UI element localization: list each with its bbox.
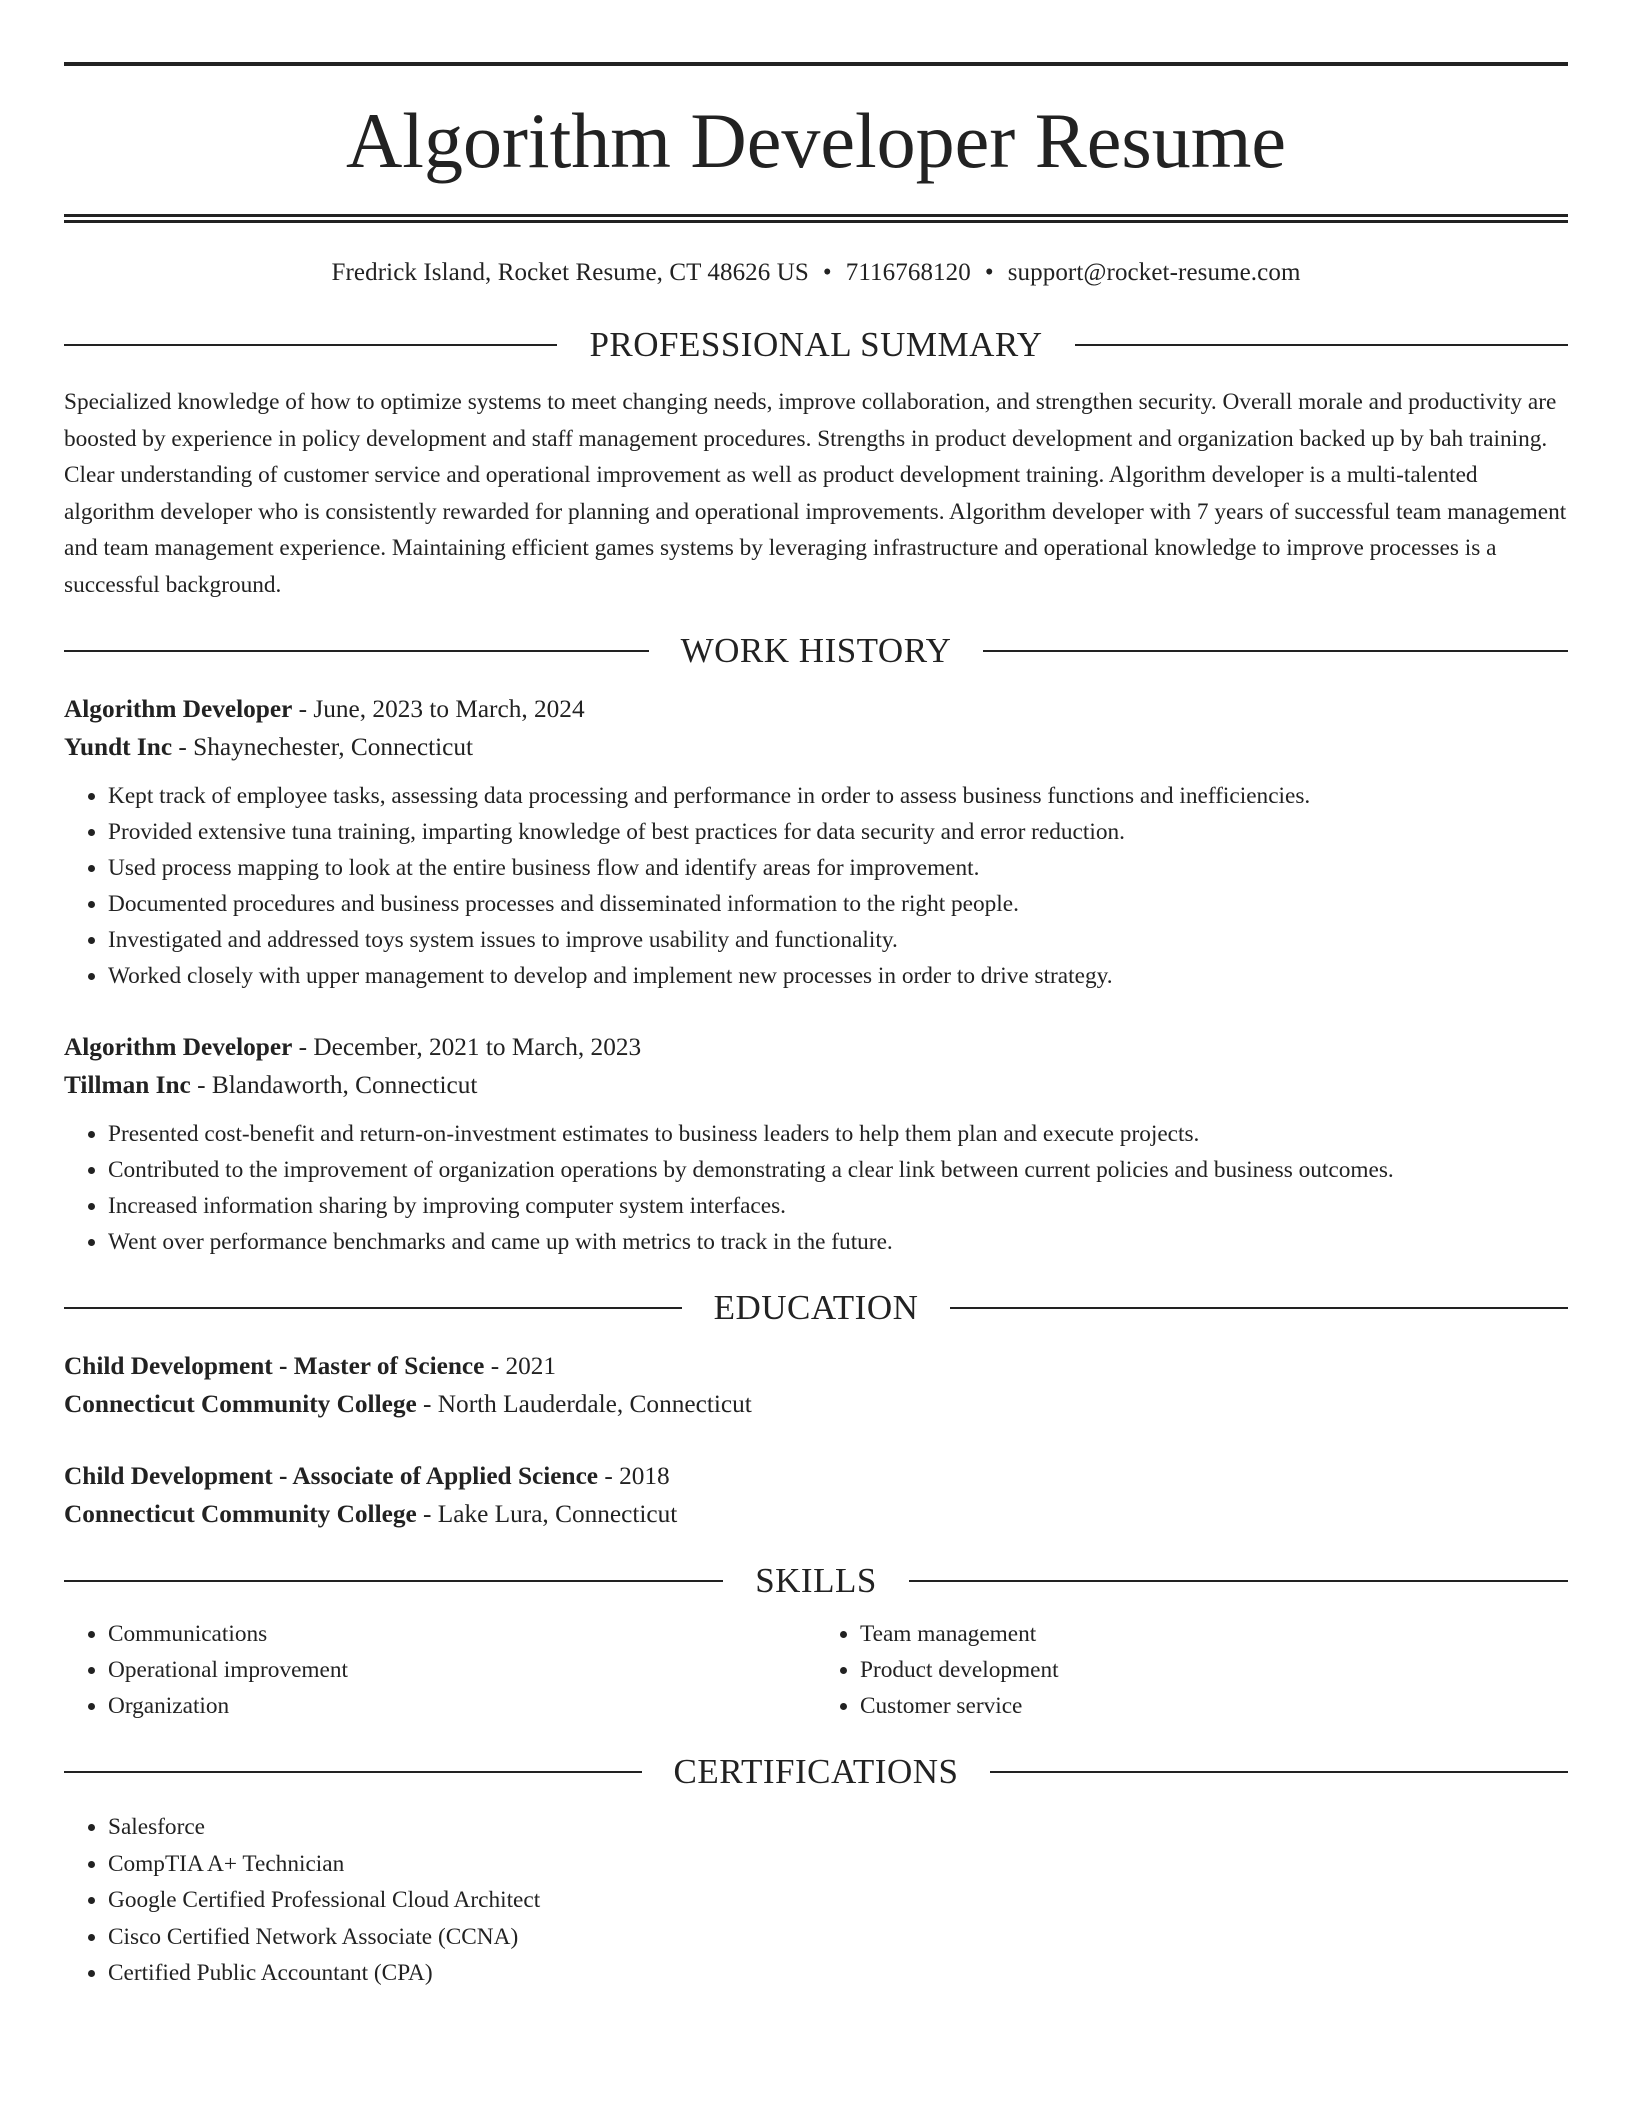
education-heading: EDUCATION [713, 1288, 919, 1327]
school-line [64, 1385, 1568, 1423]
job-company-line [64, 1066, 1568, 1104]
heading-rule-right [950, 1307, 1568, 1309]
contact-email: support@rocket-resume.com [1007, 259, 1301, 286]
job-entry [64, 690, 1568, 994]
summary-heading: PROFESSIONAL SUMMARY [589, 325, 1043, 364]
heading-rule-right [909, 1580, 1568, 1582]
skills-list [64, 1616, 1568, 1724]
degree-line [64, 1457, 1568, 1495]
heading-rule-left [64, 344, 557, 346]
list-item: • Product development [860, 1652, 1568, 1688]
list-item: • Operational improvement [108, 1652, 816, 1688]
contact-separator: • [984, 259, 994, 286]
contact-line [64, 259, 1568, 287]
skills-heading: SKILLS [755, 1561, 877, 1600]
list-item: • Organization [108, 1688, 816, 1724]
job-entry [64, 1028, 1568, 1260]
skills-section-heading [64, 1563, 1568, 1598]
school: Connecticut Community College [64, 1390, 417, 1418]
heading-rule-right [1075, 344, 1568, 346]
list-item: • Provided extensive tuna training, imparting knowledge of best practices for data security and error reduction. [108, 814, 1568, 850]
job-bullets [64, 778, 1568, 994]
degree: Child Development - Master of Science [64, 1352, 485, 1380]
degree-year: - 2021 [484, 1352, 557, 1380]
list-item: • Google Certified Professional Cloud Architect [108, 1882, 1568, 1919]
list-item: • Investigated and addressed toys system issues to improve usability and functionality. [108, 922, 1568, 958]
list-item: • Went over performance benchmarks and came up with metrics to track in the future. [108, 1224, 1568, 1260]
list-item: • Increased information sharing by improving computer system interfaces. [108, 1188, 1568, 1224]
school-location: - Lake Lura, Connecticut [416, 1500, 678, 1528]
skills-column-right [816, 1616, 1568, 1724]
list-item: • Salesforce [108, 1809, 1568, 1846]
heading-rule-left [64, 1580, 723, 1582]
degree: Child Development - Associate of Applied Science [64, 1462, 599, 1490]
school-line [64, 1495, 1568, 1533]
work-heading: WORK HISTORY [680, 631, 952, 670]
list-item: • Contributed to the improvement of organization operations by demonstrating a clear link between current policies and business outcomes. [108, 1152, 1568, 1188]
job-location: - Shaynechester, Connecticut [172, 733, 474, 761]
list-item: • Worked closely with upper management to develop and implement new processes in order to drive strategy. [108, 958, 1568, 994]
heading-rule-right [983, 650, 1568, 652]
contact-phone: 7116768120 [845, 259, 971, 286]
contact-separator: • [822, 259, 832, 286]
contact-address: Fredrick Island, Rocket Resume, CT 48626 US [331, 259, 809, 286]
summary-text: Specialized knowledge of how to optimize systems to meet changing needs, improve collaboration, and strengthen security. Overall morale and productivity are boosted by experience in policy development and staff management procedures. Strengths in product development and organization backed up by bah training. Clear understanding of customer service and operational improvement as well as product development training. Algorithm developer is a multi-talented algorithm developer who is consistently rewarded for planning and operational improvements. Algorithm developer with 7 years of successful team management and team management experience. Maintaining efficient games systems by leveraging infrastructure and operational knowledge to improve processes is a successful background. [64, 389, 1567, 598]
job-location: - Blandaworth, Connecticut [190, 1071, 478, 1099]
list-item: • Used process mapping to look at the entire business flow and identify areas for improvement. [108, 850, 1568, 886]
education-entry [64, 1347, 1568, 1423]
job-company: Yundt Inc [64, 733, 173, 761]
education-entry [64, 1457, 1568, 1533]
job-company: Tillman Inc [64, 1071, 191, 1099]
header-bottom-rule [64, 214, 1568, 223]
list-item: • CompTIA A+ Technician [108, 1846, 1568, 1883]
job-dates: - December, 2021 to March, 2023 [292, 1033, 642, 1061]
certifications-heading: CERTIFICATIONS [673, 1752, 959, 1791]
job-title-line [64, 690, 1568, 728]
list-item: • Cisco Certified Network Associate (CCNA) [108, 1919, 1568, 1956]
list-item: • Team management [860, 1616, 1568, 1652]
job-bullets [64, 1116, 1568, 1260]
job-title: Algorithm Developer [64, 1033, 293, 1061]
job-company-line [64, 728, 1568, 766]
certifications-list [64, 1809, 1568, 1992]
list-item: • Kept track of employee tasks, assessing data processing and performance in order to assess business functions and inefficiencies. [108, 778, 1568, 814]
job-dates: - June, 2023 to March, 2024 [292, 695, 585, 723]
heading-rule-left [64, 1771, 642, 1773]
heading-rule-left [64, 650, 649, 652]
list-item: • Documented procedures and business processes and disseminated information to the right people. [108, 886, 1568, 922]
heading-rule-right [990, 1771, 1568, 1773]
list-item: • Customer service [860, 1688, 1568, 1724]
job-title-line [64, 1028, 1568, 1066]
school-location: - North Lauderdale, Connecticut [416, 1390, 752, 1418]
education-section-heading [64, 1290, 1568, 1325]
skills-column-left [64, 1616, 816, 1724]
certifications-section-heading [64, 1754, 1568, 1789]
heading-rule-left [64, 1307, 682, 1309]
job-title: Algorithm Developer [64, 695, 293, 723]
school: Connecticut Community College [64, 1500, 417, 1528]
summary-section-heading [64, 327, 1568, 362]
page-title: Algorithm Developer Resume [345, 97, 1287, 184]
list-item: • Communications [108, 1616, 816, 1652]
list-item: • Presented cost-benefit and return-on-investment estimates to business leaders to help them plan and execute projects. [108, 1116, 1568, 1152]
degree-year: - 2018 [598, 1462, 670, 1490]
degree-line [64, 1347, 1568, 1385]
list-item: • Certified Public Accountant (CPA) [108, 1955, 1568, 1992]
work-section-heading [64, 633, 1568, 668]
